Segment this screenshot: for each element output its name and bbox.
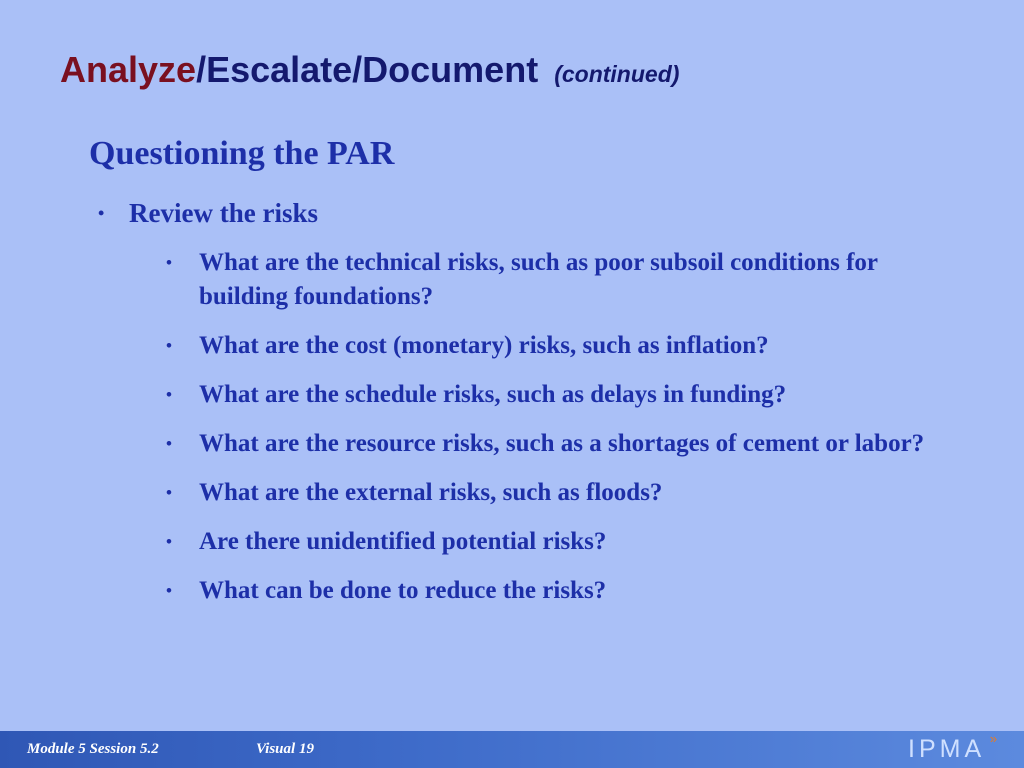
list-item-text: Are there unidentified potential risks? <box>199 528 607 555</box>
list-item-text: What are the external risks, such as floods? <box>199 479 663 506</box>
list-item-text: What can be done to reduce the risks? <box>199 577 607 604</box>
bullet-icon: • <box>166 532 172 551</box>
bullet-icon: • <box>98 203 105 223</box>
list-item-text: What are the technical risks, such as poor subsoil conditions for building foundations? <box>199 249 878 310</box>
list-item <box>166 525 966 559</box>
list-item-text: What are the schedule risks, such as delays in funding? <box>199 381 787 408</box>
bullet-icon: • <box>166 434 172 453</box>
footer-bar <box>0 731 1024 768</box>
list-item <box>166 378 966 412</box>
list-item-text: What are the resource risks, such as a shortages of cement or labor? <box>199 430 925 457</box>
bullet-icon: • <box>166 483 172 502</box>
footer-module-label: Module 5 Session 5.2 <box>27 741 159 757</box>
bullet-icon: • <box>166 253 172 272</box>
slide-subtitle: Questioning the PAR <box>89 135 395 172</box>
slide-title <box>60 48 679 96</box>
list-item <box>166 246 966 314</box>
bullet-icon: • <box>166 581 172 600</box>
level1-text: Review the risks <box>129 198 318 228</box>
footer-visual-label: Visual 19 <box>256 741 314 757</box>
chevron-right-icon: » <box>989 731 998 746</box>
title-main: Analyze <box>60 49 197 90</box>
level1-bullet-item <box>98 194 318 232</box>
list-item-text: What are the cost (monetary) risks, such as inflation? <box>199 332 769 359</box>
risk-questions-list <box>166 246 966 623</box>
list-item <box>166 574 966 608</box>
bullet-icon: • <box>166 336 172 355</box>
list-item <box>166 329 966 363</box>
bullet-icon: • <box>166 385 172 404</box>
title-continued: (continued) <box>554 61 680 87</box>
list-item <box>166 476 966 510</box>
list-item <box>166 427 966 461</box>
ipma-logo-text: IPMA <box>908 735 986 763</box>
title-rest: /Escalate/Document <box>196 49 539 90</box>
ipma-logo <box>908 731 998 764</box>
